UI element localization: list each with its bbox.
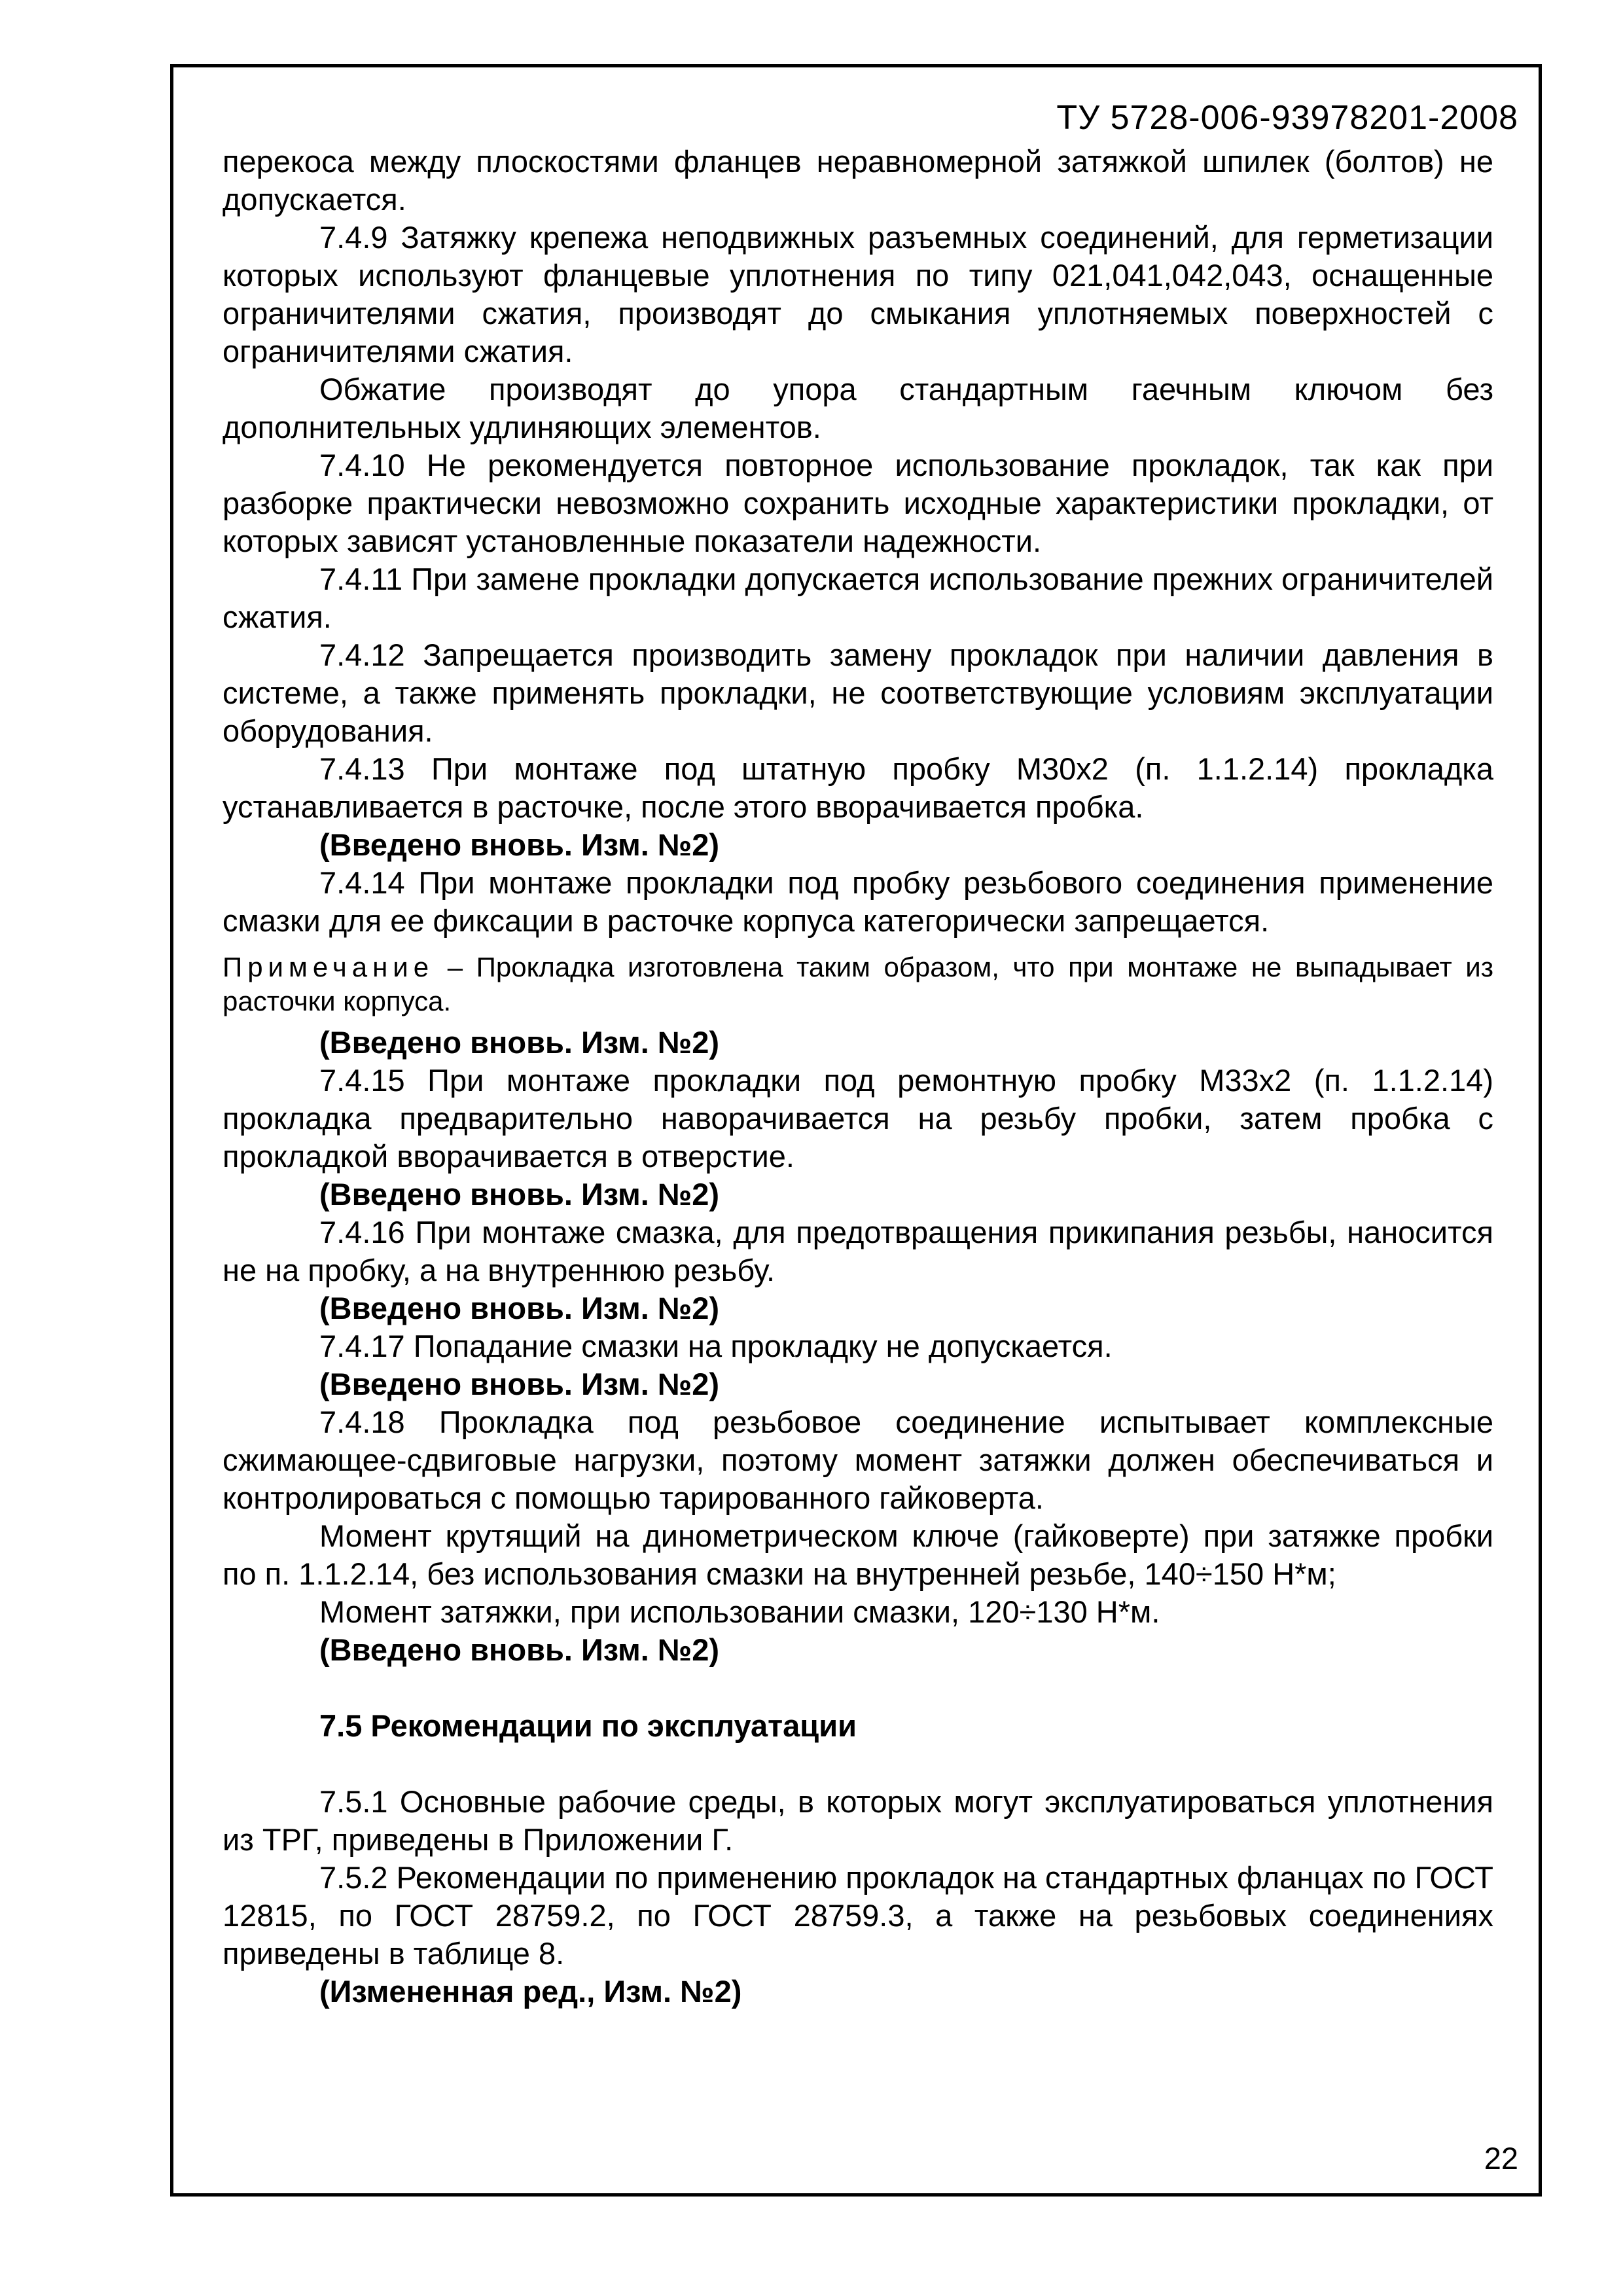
amendment-mark: (Введено вновь. Изм. №2) xyxy=(319,1177,720,1211)
paragraph-7-5-2: 7.5.2 Рекомендации по применению прокладок на стандартных фланцах по ГОСТ 12815, по ГОСТ 28759.2, по ГОСТ 28759.3, а также на резьбовых соединениях приведены в таблице 8. xyxy=(223,1860,1493,1971)
paragraph-crimping: Обжатие производят до упора стандартным гаечным ключом без дополнительных удлиняющих элементов. xyxy=(223,372,1493,444)
paragraph-7-4-16: 7.4.16 При монтаже смазка, для предотвращения прикипания резьбы, наносится не на пробку, а на внутреннюю резьбу. xyxy=(223,1215,1493,1287)
section-heading-7-5: 7.5 Рекомендации по эксплуатации xyxy=(319,1708,857,1743)
note xyxy=(223,950,1493,1018)
amendment-mark: (Введено вновь. Изм. №2) xyxy=(319,1632,720,1667)
paragraph-7-4-18: 7.4.18 Прокладка под резьбовое соединение испытывает комплексные сжимающее-сдвиговые нагрузки, поэтому момент затяжки должен обеспечиваться и контролироваться с помощью тарированного гайковерта. xyxy=(223,1405,1493,1515)
paragraph-torque-lubricated: Момент затяжки, при использовании смазки, 120÷130 Н*м. xyxy=(319,1594,1160,1629)
amendment-mark: (Введено вновь. Изм. №2) xyxy=(319,1291,720,1325)
paragraph-7-4-14: 7.4.14 При монтаже прокладки под пробку резьбового соединения применение смазки для ее фиксации в расточке корпуса категорически запрещается. xyxy=(223,865,1493,938)
amendment-mark: (Введено вновь. Изм. №2) xyxy=(319,827,720,862)
paragraph-7-4-10: 7.4.10 Не рекомендуется повторное использование прокладок, так как при разборке практически невозможно сохранить исходные характеристики прокладки, от которых зависят установленные показатели надежности. xyxy=(223,448,1493,558)
paragraph-torque-dry: Момент крутящий на динометрическом ключе (гайковерте) при затяжке пробки по п. 1.1.2.14, без использования смазки на внутренней резьбе, 140÷150 Н*м; xyxy=(223,1518,1493,1591)
paragraph-7-4-13: 7.4.13 При монтаже под штатную пробку М30х2 (п. 1.1.2.14) прокладка устанавливается в расточке, после этого вворачивается пробка. xyxy=(223,751,1493,824)
paragraph-7-5-1: 7.5.1 Основные рабочие среды, в которых могут эксплуатироваться уплотнения из ТРГ, приведены в Приложении Г. xyxy=(223,1784,1493,1857)
paragraph-7-4-15: 7.4.15 При монтаже прокладки под ремонтную пробку М33х2 (п. 1.1.2.14) прокладка предварительно наворачивается на резьбу пробки, затем пробка с прокладкой вворачивается в отверстие. xyxy=(223,1063,1493,1174)
amendment-mark: (Введено вновь. Изм. №2) xyxy=(319,1025,720,1060)
page-number: 22 xyxy=(1484,2141,1518,2176)
note-text: – Прокладка изготовлена таким образом, что при монтаже не выпадывает из расточки корпуса. xyxy=(223,952,1493,1016)
amendment-mark: (Введено вновь. Изм. №2) xyxy=(319,1367,720,1401)
amendment-mark: (Измененная ред., Изм. №2) xyxy=(319,1974,742,2009)
paragraph-continuation: перекоса между плоскостями фланцев неравномерной затяжкой шпилек (болтов) не допускается. xyxy=(223,144,1493,217)
document-body xyxy=(223,143,1493,2011)
paragraph-7-4-9: 7.4.9 Затяжку крепежа неподвижных разъемных соединений, для герметизации которых используют фланцевые уплотнения по типу 021,041,042,043, оснащенные ограничителями сжатия, производят до смыкания уплотняемых поверхностей с ограничителями сжатия. xyxy=(223,220,1493,368)
paragraph-7-4-12: 7.4.12 Запрещается производить замену прокладок при наличии давления в системе, а также применять прокладки, не соответствующие условиям эксплуатации оборудования. xyxy=(223,637,1493,748)
paragraph-7-4-11: 7.4.11 При замене прокладки допускается использование прежних ограничителей сжатия. xyxy=(223,562,1493,634)
note-label: Примечание xyxy=(223,952,435,982)
paragraph-7-4-17: 7.4.17 Попадание смазки на прокладку не допускается. xyxy=(319,1329,1113,1363)
document-code: ТУ 5728-006-93978201-2008 xyxy=(1056,99,1518,137)
